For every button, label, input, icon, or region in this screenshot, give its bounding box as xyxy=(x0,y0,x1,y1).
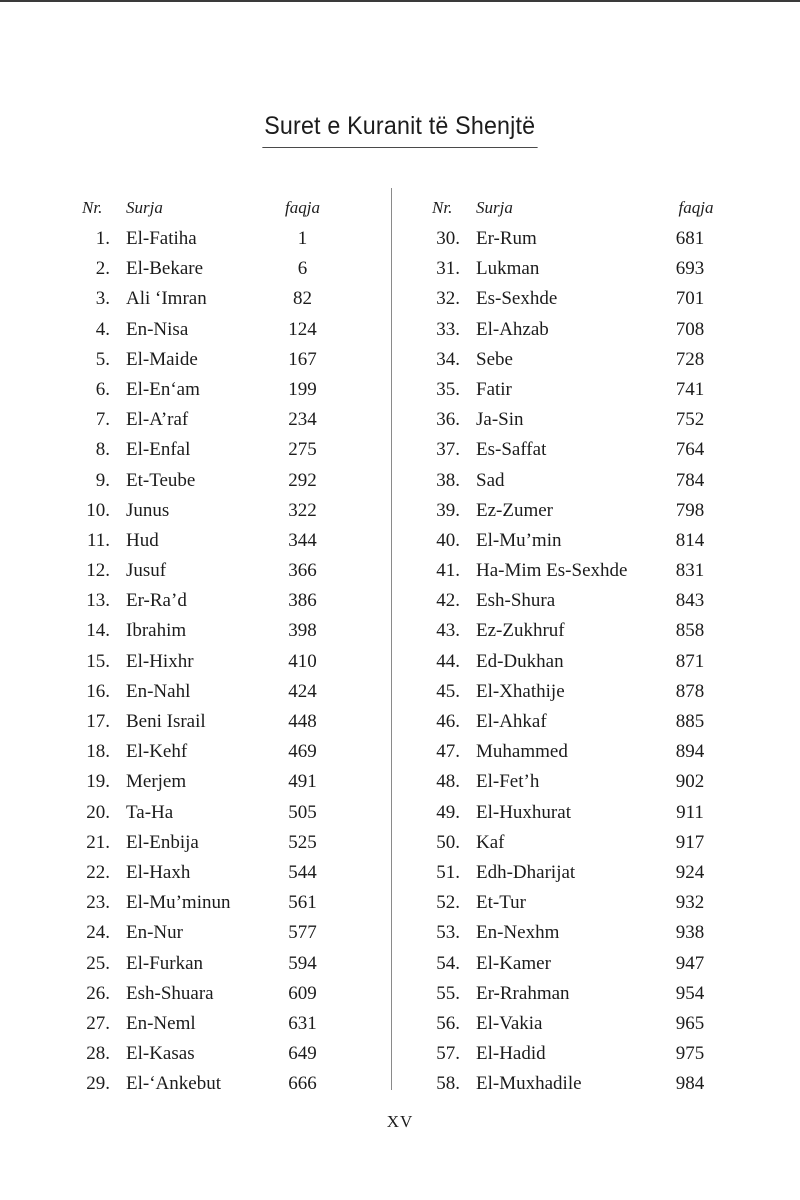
surah-number: 13. xyxy=(86,590,110,612)
page-ref: 505 xyxy=(288,801,317,823)
surah-name: El-Kehf xyxy=(126,741,188,763)
surah-name: El-Kamer xyxy=(476,952,551,974)
surah-name: Ta-Ha xyxy=(126,801,174,823)
page-ref: 424 xyxy=(288,680,317,702)
page-ref: 975 xyxy=(675,1043,705,1065)
surah-number: 24. xyxy=(86,922,110,944)
table-row xyxy=(70,254,400,284)
table-row xyxy=(418,677,748,707)
page-ref: 469 xyxy=(288,741,317,763)
surah-name: El-Huxhurat xyxy=(476,801,571,823)
surah-name: Ez-Zukhruf xyxy=(476,620,565,642)
surah-number: 12. xyxy=(86,560,110,582)
surah-name: Lukman xyxy=(476,258,540,280)
surah-number: 18. xyxy=(86,741,110,763)
surah-name: Beni Israil xyxy=(126,711,206,732)
surah-number: 43. xyxy=(436,620,460,642)
page-ref: 344 xyxy=(288,529,317,551)
page-ref: 448 xyxy=(288,711,317,732)
surah-number: 44. xyxy=(436,650,460,672)
surah-number: 50. xyxy=(436,831,460,853)
table-row xyxy=(418,798,748,828)
table-row xyxy=(70,1069,400,1099)
table-row xyxy=(418,979,748,1009)
table-row xyxy=(418,375,748,405)
page-ref: 938 xyxy=(675,922,705,944)
surah-number: 26. xyxy=(86,982,110,1004)
surah-name: Sad xyxy=(476,469,505,491)
page-ref: 924 xyxy=(675,861,705,883)
table-row xyxy=(418,1039,748,1069)
surah-number: 3. xyxy=(95,288,110,310)
page-ref: 701 xyxy=(675,288,705,310)
surah-name: Et-Tur xyxy=(476,892,526,914)
surah-name: Ed-Dukhan xyxy=(476,650,564,672)
surah-name: En-Nexhm xyxy=(476,922,560,944)
surah-name: El-Fatiha xyxy=(126,228,197,249)
header-faqja: faqja xyxy=(678,198,714,217)
surah-number: 19. xyxy=(86,771,110,793)
page-ref: 1 xyxy=(297,228,308,249)
table-row xyxy=(418,616,748,646)
surah-number: 15. xyxy=(86,650,110,672)
table-row xyxy=(418,435,748,465)
surah-number: 52. xyxy=(436,892,460,914)
page-ref: 577 xyxy=(288,922,317,944)
page-ref: 366 xyxy=(288,560,317,582)
surah-number: 17. xyxy=(86,711,110,732)
page-ref: 878 xyxy=(675,680,705,702)
surah-number: 30. xyxy=(436,228,460,249)
table-row xyxy=(70,677,400,707)
page-ref: 609 xyxy=(288,982,317,1004)
page-ref: 275 xyxy=(288,439,317,461)
table-row xyxy=(418,858,748,888)
table-row xyxy=(418,1069,748,1099)
surah-name: Ibrahim xyxy=(126,620,187,642)
surah-name: El-Ahkaf xyxy=(476,711,547,732)
table-row xyxy=(70,496,400,526)
table-row xyxy=(70,828,400,858)
table-row xyxy=(70,224,400,254)
surah-number: 11. xyxy=(86,529,110,551)
table-row xyxy=(418,224,748,254)
table-row xyxy=(70,405,400,435)
surah-number: 28. xyxy=(86,1043,110,1065)
page-ref: 752 xyxy=(675,409,705,431)
surah-name: Er-Rrahman xyxy=(476,982,570,1004)
header-faqja: faqja xyxy=(285,198,320,217)
table-header xyxy=(70,196,400,224)
page-ref: 199 xyxy=(288,378,317,400)
table-row xyxy=(418,496,748,526)
header-surja: Surja xyxy=(126,198,163,217)
surah-name: El-Hadid xyxy=(476,1043,546,1065)
table-row xyxy=(70,556,400,586)
table-row xyxy=(70,767,400,797)
surah-name: El-Bekare xyxy=(126,258,204,280)
surah-number: 40. xyxy=(436,529,460,551)
table-row xyxy=(418,918,748,948)
page-ref: 947 xyxy=(675,952,705,974)
table-row xyxy=(418,949,748,979)
surah-number: 56. xyxy=(436,1012,460,1034)
table-row xyxy=(70,315,400,345)
surah-number: 2. xyxy=(95,258,110,280)
surah-number: 4. xyxy=(95,318,110,340)
table-row xyxy=(418,707,748,737)
surah-name: Ali ‘Imran xyxy=(126,288,207,310)
table-header xyxy=(418,196,748,224)
table-row xyxy=(70,647,400,677)
surah-number: 25. xyxy=(86,952,110,974)
page-ref: 681 xyxy=(675,228,705,249)
surah-number: 29. xyxy=(86,1073,110,1095)
page-ref: 6 xyxy=(297,258,308,280)
page-ref: 965 xyxy=(675,1012,705,1034)
table-row xyxy=(70,918,400,948)
surah-name: Et-Teube xyxy=(126,469,196,491)
table-row xyxy=(418,737,748,767)
surah-number: 48. xyxy=(436,771,460,793)
surah-name: El-A’raf xyxy=(126,409,189,431)
surah-number: 1. xyxy=(95,228,110,249)
surah-number: 49. xyxy=(436,801,460,823)
surah-name: El-‘Ankebut xyxy=(126,1073,221,1095)
table-row xyxy=(418,526,748,556)
surah-name: Muhammed xyxy=(476,741,568,763)
surah-number: 9. xyxy=(95,469,110,491)
top-border-line xyxy=(0,0,800,2)
page-ref: 843 xyxy=(675,590,705,612)
surah-number: 51. xyxy=(436,861,460,883)
column-divider xyxy=(391,188,392,1090)
surah-number: 42. xyxy=(436,590,460,612)
surah-name: Ja-Sin xyxy=(476,409,524,431)
table-row xyxy=(418,315,748,345)
table-row xyxy=(70,345,400,375)
page-ref: 525 xyxy=(288,831,317,853)
surah-name: Edh-Dharijat xyxy=(476,861,576,883)
surah-number: 46. xyxy=(436,711,460,732)
table-row xyxy=(418,254,748,284)
page-title: Suret e Kuranit të Shenjtë xyxy=(263,112,538,148)
surah-name: En-Nahl xyxy=(126,680,191,702)
table-row xyxy=(70,737,400,767)
page-ref: 693 xyxy=(675,258,705,280)
surah-number: 55. xyxy=(436,982,460,1004)
surah-name: Merjem xyxy=(126,771,187,793)
surah-name: El-Vakia xyxy=(476,1012,543,1034)
page-ref: 741 xyxy=(675,378,705,400)
table-row xyxy=(418,828,748,858)
toc-right-column xyxy=(418,196,748,1099)
page-ref: 666 xyxy=(288,1073,317,1095)
page-ref: 911 xyxy=(676,801,704,823)
page-ref: 491 xyxy=(288,771,317,793)
table-row xyxy=(418,466,748,496)
page-ref: 561 xyxy=(288,892,317,914)
page-ref: 167 xyxy=(288,348,317,370)
table-row xyxy=(418,345,748,375)
table-row xyxy=(418,647,748,677)
surah-name: Fatir xyxy=(476,378,512,400)
surah-name: El-Furkan xyxy=(126,952,204,974)
surah-number: 16. xyxy=(86,680,110,702)
page-ref: 594 xyxy=(288,952,317,974)
surah-number: 7. xyxy=(95,409,110,431)
page-number: XV xyxy=(386,1112,414,1131)
page-ref: 649 xyxy=(288,1043,317,1065)
surah-name: El-Enbija xyxy=(126,831,199,853)
page-ref: 894 xyxy=(675,741,705,763)
table-row xyxy=(70,466,400,496)
page-ref: 728 xyxy=(675,348,705,370)
table-row xyxy=(418,767,748,797)
surah-name: El-Mu’min xyxy=(476,529,562,551)
page-ref: 82 xyxy=(293,288,312,310)
page-ref: 954 xyxy=(675,982,705,1004)
surah-name: Es-Saffat xyxy=(476,439,547,461)
table-row xyxy=(70,526,400,556)
surah-name: Es-Sexhde xyxy=(476,288,558,310)
page-ref: 917 xyxy=(675,831,705,853)
table-row xyxy=(418,586,748,616)
surah-number: 21. xyxy=(86,831,110,853)
table-row xyxy=(70,1009,400,1039)
surah-name: Ez-Zumer xyxy=(476,499,554,521)
surah-name: El-Enfal xyxy=(126,439,191,461)
table-row xyxy=(70,586,400,616)
surah-number: 32. xyxy=(436,288,460,310)
page-ref: 831 xyxy=(675,560,705,582)
page-ref: 398 xyxy=(288,620,317,642)
page-ref: 322 xyxy=(288,499,317,521)
surah-name: Kaf xyxy=(476,831,505,853)
surah-number: 39. xyxy=(436,499,460,521)
surah-name: Er-Rum xyxy=(476,228,537,249)
page-ref: 814 xyxy=(675,529,705,551)
surah-number: 54. xyxy=(436,952,460,974)
surah-number: 41. xyxy=(436,560,460,582)
surah-number: 5. xyxy=(95,348,110,370)
surah-name: El-Fet’h xyxy=(476,771,540,793)
page-ref: 764 xyxy=(675,439,705,461)
page-ref: 708 xyxy=(675,318,705,340)
table-row xyxy=(70,284,400,314)
page-ref: 292 xyxy=(288,469,317,491)
surah-name: El-Muxhadile xyxy=(476,1073,582,1095)
page-ref: 871 xyxy=(675,650,705,672)
page-ref: 798 xyxy=(675,499,705,521)
table-row xyxy=(418,284,748,314)
surah-number: 10. xyxy=(86,499,110,521)
toc-left-column xyxy=(70,196,400,1099)
page-ref: 784 xyxy=(675,469,705,491)
surah-name: El-Hixhr xyxy=(126,650,194,672)
surah-name: Ha-Mim Es-Sexhde xyxy=(476,560,628,582)
page-ref: 544 xyxy=(288,861,317,883)
table-row xyxy=(70,949,400,979)
surah-number: 20. xyxy=(86,801,110,823)
surah-number: 47. xyxy=(436,741,460,763)
table-row xyxy=(70,707,400,737)
table-row xyxy=(70,1039,400,1069)
table-row xyxy=(418,405,748,435)
surah-name: Junus xyxy=(126,499,170,521)
table-row xyxy=(418,556,748,586)
table-row xyxy=(70,616,400,646)
surah-name: Jusuf xyxy=(126,560,167,582)
surah-number: 31. xyxy=(436,258,460,280)
table-row xyxy=(418,1009,748,1039)
surah-number: 27. xyxy=(86,1012,110,1034)
surah-name: Er-Ra’d xyxy=(126,590,187,612)
surah-number: 53. xyxy=(436,922,460,944)
page-ref: 885 xyxy=(675,711,705,732)
surah-number: 35. xyxy=(436,378,460,400)
page-ref: 410 xyxy=(288,650,317,672)
surah-name: En-Neml xyxy=(126,1012,196,1034)
table-row xyxy=(70,979,400,1009)
table-row xyxy=(418,888,748,918)
table-row xyxy=(70,858,400,888)
page-ref: 858 xyxy=(675,620,705,642)
surah-name: El-Maide xyxy=(126,348,198,370)
surah-number: 45. xyxy=(436,680,460,702)
title-container xyxy=(0,112,800,148)
surah-number: 22. xyxy=(86,861,110,883)
header-nr: Nr. xyxy=(432,198,453,217)
table-row xyxy=(70,798,400,828)
table-row xyxy=(70,375,400,405)
page-ref: 932 xyxy=(675,892,705,914)
surah-number: 58. xyxy=(436,1073,460,1095)
surah-number: 38. xyxy=(436,469,460,491)
page-ref: 631 xyxy=(288,1012,317,1034)
surah-name: El-Mu’minun xyxy=(126,892,231,914)
surah-number: 23. xyxy=(86,892,110,914)
surah-name: El-Kasas xyxy=(126,1043,195,1065)
page-ref: 386 xyxy=(288,590,317,612)
surah-number: 34. xyxy=(436,348,460,370)
surah-number: 14. xyxy=(86,620,110,642)
surah-name: El-En‘am xyxy=(126,378,200,400)
page-ref: 984 xyxy=(675,1073,705,1095)
header-nr: Nr. xyxy=(82,198,103,217)
surah-number: 8. xyxy=(95,439,110,461)
surah-name: El-Haxh xyxy=(126,861,191,883)
surah-name: Hud xyxy=(126,529,159,551)
surah-name: Sebe xyxy=(476,348,513,370)
page-ref: 234 xyxy=(288,409,317,431)
surah-number: 6. xyxy=(95,378,110,400)
page-ref: 124 xyxy=(288,318,317,340)
surah-number: 33. xyxy=(436,318,460,340)
page-ref: 902 xyxy=(675,771,705,793)
surah-name: El-Xhathije xyxy=(476,680,565,702)
surah-name: Esh-Shuara xyxy=(126,982,214,1004)
surah-name: En-Nisa xyxy=(126,318,189,340)
table-row xyxy=(70,888,400,918)
surah-name: Esh-Shura xyxy=(476,590,556,612)
surah-name: En-Nur xyxy=(126,922,183,944)
surah-number: 57. xyxy=(436,1043,460,1065)
table-row xyxy=(70,435,400,465)
surah-number: 37. xyxy=(436,439,460,461)
header-surja: Surja xyxy=(476,198,513,217)
surah-name: El-Ahzab xyxy=(476,318,549,340)
surah-number: 36. xyxy=(436,409,460,431)
